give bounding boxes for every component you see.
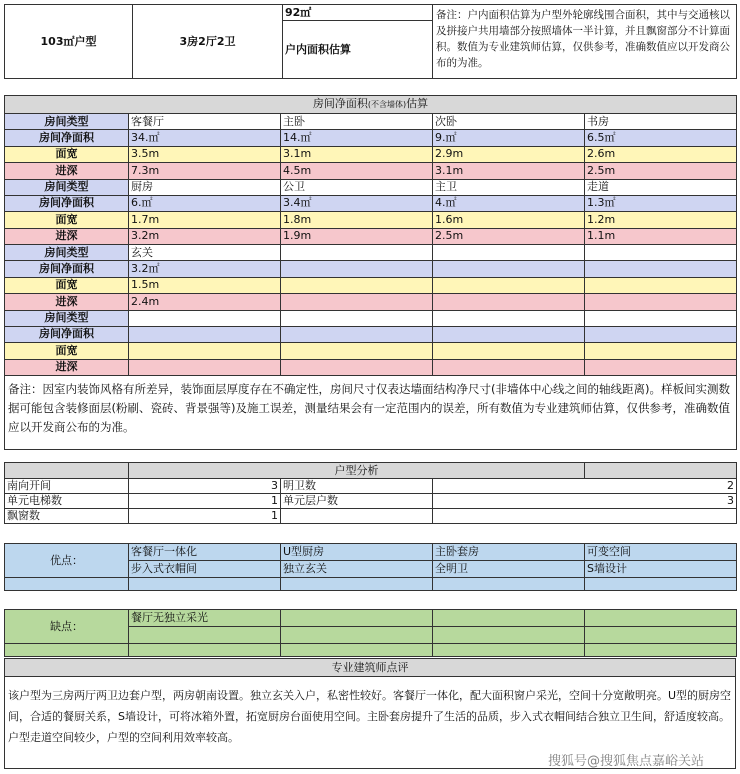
room-row-label: 面宽: [5, 277, 129, 294]
room-cell: 14.㎡: [281, 130, 433, 147]
pros-item: 客餐厅一体化: [129, 544, 281, 561]
analysis-row: [5, 494, 737, 509]
pros-section: [4, 543, 736, 591]
room-cell: 1.3㎡: [585, 195, 737, 212]
room-cell: [281, 277, 433, 294]
room-cell: 3.4㎡: [281, 195, 433, 212]
room-cell: 2.5m: [433, 228, 585, 245]
review-title: 专业建筑师点评: [5, 659, 736, 677]
room-title-main: 房间净面积: [312, 97, 368, 110]
room-row-label: 面宽: [5, 343, 129, 360]
room-cell: [585, 326, 737, 343]
room-cell: 1.8m: [281, 212, 433, 229]
room-row-width: [5, 212, 737, 229]
room-title-end: 估算: [406, 97, 429, 110]
room-row-label: 面宽: [5, 212, 129, 229]
room-cell: [281, 359, 433, 376]
room-row-label: 房间类型: [5, 245, 129, 261]
room-cell: [585, 261, 737, 278]
indoor-area-label: 户内面积估算: [283, 21, 433, 79]
analysis-value: 3: [129, 479, 281, 494]
room-cell: 1.1m: [585, 228, 737, 245]
pros-item: 步入式衣帽间: [129, 561, 281, 578]
room-cell: [281, 294, 433, 311]
analysis-section: [4, 462, 736, 524]
room-cell: 7.3m: [129, 163, 281, 180]
room-cell: [585, 277, 737, 294]
analysis-row: [5, 509, 737, 524]
room-cell: [433, 261, 585, 278]
cons-row: [5, 610, 737, 627]
room-row-label: 进深: [5, 163, 129, 180]
cons-spacer: [5, 644, 129, 657]
room-cell: 厨房: [129, 179, 281, 195]
cons-item: [129, 627, 281, 644]
room-cell: [433, 277, 585, 294]
room-cell: 1.2m: [585, 212, 737, 229]
room-row-label: 房间类型: [5, 310, 129, 326]
room-cell: 书房: [585, 114, 737, 130]
room-cell: [129, 359, 281, 376]
analysis-value: 2: [433, 479, 737, 494]
cons-label: 缺点：: [5, 610, 129, 644]
room-cell: [433, 294, 585, 311]
room-cell: [281, 343, 433, 360]
pros-spacer: [129, 578, 281, 591]
room-row-depth: [5, 294, 737, 311]
room-cell: 1.5m: [129, 277, 281, 294]
room-cell: 主卧: [281, 114, 433, 130]
pros-row: [5, 544, 737, 561]
room-cell: [585, 245, 737, 261]
cons-section: [4, 609, 736, 657]
analysis-key: 单元电梯数: [5, 494, 129, 509]
room-cell: [433, 245, 585, 261]
room-cell: [281, 261, 433, 278]
header-note: 备注：户内面积估算为户型外轮廓线围合面积，其中与交通核以及拼接户共用墙部分按照墙体一半计算，并且飘窗部分不计算面积。数值为专业建筑师估算，仅供参考，准确数值应以开发商公布的为准。: [433, 5, 737, 79]
room-row-area: [5, 130, 737, 147]
room-cell: 1.6m: [433, 212, 585, 229]
room-cell: [433, 343, 585, 360]
room-row-width: [5, 343, 737, 360]
room-cell: 2.6m: [585, 146, 737, 163]
pros-spacer-row: [5, 578, 737, 591]
room-row-label: 房间净面积: [5, 326, 129, 343]
analysis-value: 1: [129, 494, 281, 509]
room-row-label: 进深: [5, 359, 129, 376]
room-row-depth: [5, 228, 737, 245]
room-cell: [129, 326, 281, 343]
room-title-small: (不含墙体): [367, 100, 407, 109]
cons-item: [433, 610, 585, 627]
indoor-area-value: 92㎡: [283, 5, 433, 21]
room-row-type: [5, 245, 737, 261]
analysis-value: [433, 509, 737, 524]
pros-spacer: [433, 578, 585, 591]
room-cell: 4.5m: [281, 163, 433, 180]
room-cell: 9.㎡: [433, 130, 585, 147]
room-cell: 3.5m: [129, 146, 281, 163]
room-cell: [585, 359, 737, 376]
room-section-note: 备注：因室内装饰风格有所差异，装饰面层厚度存在不确定性，房间尺寸仅表达墙面结构净尺寸(非墙体中心线之间的轴线距离)。样板间实测数据可能包含装修面层(粉刷、瓷砖、背景强等)及施工误差，测量结果会有一定范围内的误差，所有数值为专业建筑师估算，仅供参考，准确数值应以开发商公布的为准。: [5, 376, 737, 450]
room-row-depth: [5, 163, 737, 180]
room-cell: 走道: [585, 179, 737, 195]
room-row-label: 房间类型: [5, 179, 129, 195]
room-row-area: [5, 261, 737, 278]
room-row-width: [5, 277, 737, 294]
header-block: [4, 4, 736, 80]
room-cell: [433, 326, 585, 343]
room-row-type: [5, 179, 737, 195]
room-cell: 2.5m: [585, 163, 737, 180]
room-row-depth: [5, 359, 737, 376]
cons-item: [433, 627, 585, 644]
room-table-body: [5, 114, 737, 376]
cons-item: [281, 627, 433, 644]
room-row-label: 进深: [5, 294, 129, 311]
room-cell: 4.㎡: [433, 195, 585, 212]
room-cell: 3.2㎡: [129, 261, 281, 278]
room-cell: [281, 245, 433, 261]
room-cell: [433, 310, 585, 326]
pros-spacer: [5, 578, 129, 591]
room-cell: [585, 343, 737, 360]
pros-label: 优点：: [5, 544, 129, 578]
room-cell: [585, 310, 737, 326]
room-cell: 6.㎡: [129, 195, 281, 212]
room-row-type: [5, 114, 737, 130]
analysis-key: [281, 509, 433, 524]
cons-spacer: [585, 644, 737, 657]
pros-item: S墙设计: [585, 561, 737, 578]
room-cell: [281, 310, 433, 326]
pros-item: 主卧套房: [433, 544, 585, 561]
room-cell: 3.1m: [433, 163, 585, 180]
room-cell: 次卧: [433, 114, 585, 130]
room-cell: [129, 310, 281, 326]
room-cell: 2.4m: [129, 294, 281, 311]
unit-layout-label: 3房2厅2卫: [133, 5, 283, 79]
room-row-label: 房间净面积: [5, 130, 129, 147]
pros-spacer: [281, 578, 433, 591]
review-text: 该户型为三房两厅两卫边套户型，两房朝南设置。独立玄关入户，私密性较好。客餐厅一体化，配大面积窗户采光，空间十分宽敞明亮。U型的厨房空间，合适的餐厨关系，S墙设计，可将冰箱外置，拓宽厨房台面使用空间。主卧套房提升了生活的品质，步入式衣帽间结合独立卫生间，舒适度较高。户型走道空间较少，户型的空间利用效率较高。: [5, 677, 736, 769]
cons-item: 餐厅无独立采光: [129, 610, 281, 627]
room-section-title: [5, 96, 737, 114]
pros-item: 可变空间: [585, 544, 737, 561]
analysis-table-body: [5, 479, 737, 524]
room-row-label: 房间净面积: [5, 195, 129, 212]
room-row-label: 房间类型: [5, 114, 129, 130]
room-row-area: [5, 195, 737, 212]
room-cell: 主卫: [433, 179, 585, 195]
analysis-value: 1: [129, 509, 281, 524]
analysis-key: 单元层户数: [281, 494, 433, 509]
room-cell: [433, 359, 585, 376]
analysis-key: 南向开间: [5, 479, 129, 494]
room-row-label: 进深: [5, 228, 129, 245]
room-row-type: [5, 310, 737, 326]
room-cell: 34.㎡: [129, 130, 281, 147]
room-row-label: 面宽: [5, 146, 129, 163]
room-cell: 公卫: [281, 179, 433, 195]
watermark: 搜狐号@搜狐焦点嘉峪关站: [548, 754, 705, 769]
cons-item: [585, 610, 737, 627]
room-cell: [281, 326, 433, 343]
room-cell: 玄关: [129, 245, 281, 261]
cons-item: [585, 627, 737, 644]
room-cell: [585, 294, 737, 311]
room-cell: 3.2m: [129, 228, 281, 245]
pros-item: 独立玄关: [281, 561, 433, 578]
analysis-row: [5, 479, 737, 494]
pros-item: 全明卫: [433, 561, 585, 578]
room-row-width: [5, 146, 737, 163]
room-cell: 1.7m: [129, 212, 281, 229]
pros-item: U型厨房: [281, 544, 433, 561]
unit-area-label: 103㎡户型: [5, 5, 133, 79]
analysis-key: 飘窗数: [5, 509, 129, 524]
analysis-title: 户型分析: [129, 463, 585, 479]
room-cell: 6.5㎡: [585, 130, 737, 147]
room-row-label: 房间净面积: [5, 261, 129, 278]
room-row-area: [5, 326, 737, 343]
room-cell: 1.9m: [281, 228, 433, 245]
pros-spacer: [585, 578, 737, 591]
room-section: [4, 95, 736, 450]
cons-item: [281, 610, 433, 627]
analysis-value: 3: [433, 494, 737, 509]
cons-spacer: [281, 644, 433, 657]
analysis-key: 明卫数: [281, 479, 433, 494]
room-cell: 3.1m: [281, 146, 433, 163]
room-cell: [129, 343, 281, 360]
room-cell: 2.9m: [433, 146, 585, 163]
cons-spacer: [433, 644, 585, 657]
cons-spacer: [129, 644, 281, 657]
room-cell: 客餐厅: [129, 114, 281, 130]
cons-spacer-row: [5, 644, 737, 657]
